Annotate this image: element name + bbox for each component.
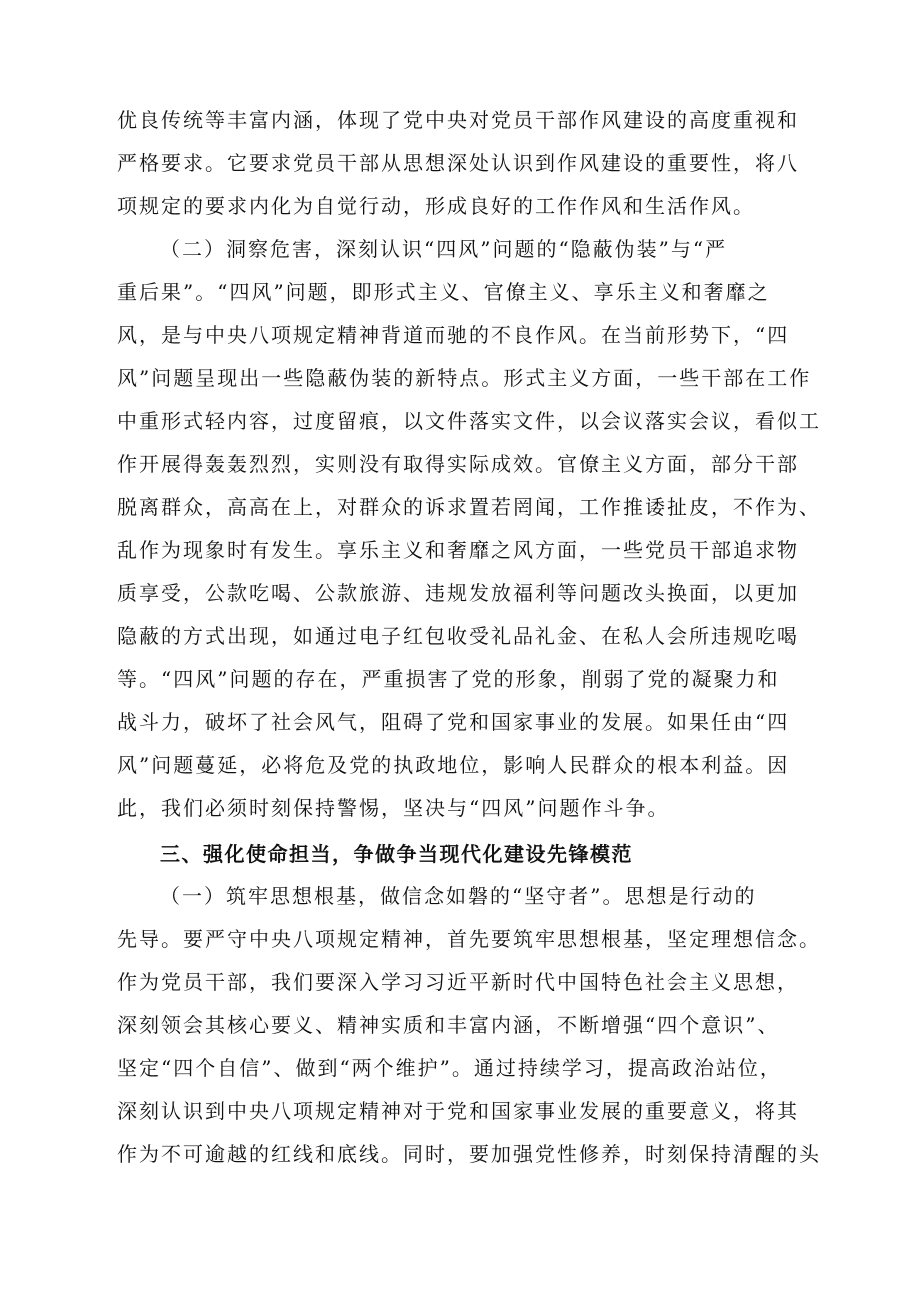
text-line: 风”问题呈现出一些隐蔽伪装的新特点。形式主义方面，一些干部在工作	[117, 366, 812, 390]
text-line: 风”问题蔓延，必将危及党的执政地位，影响人民群众的根本利益。因	[117, 753, 790, 777]
section-heading: 三、强化使命担当，争做争当现代化建设先锋模范	[160, 842, 633, 866]
section-subheading-line: （二）洞察危害，深刻认识“四风”问题的“隐蔽伪装”与“严	[160, 237, 728, 261]
section-subheading-line: （一）筑牢思想根基，做信念如磐的“坚守者”。思想是行动的	[160, 884, 757, 908]
text-line: 作开展得轰轰烈烈，实则没有取得实际成效。官僚主义方面，部分干部	[117, 452, 799, 476]
text-line: 此，我们必须时刻保持警惕，坚决与“四风”问题作斗争。	[117, 796, 670, 820]
text-line: 等。“四风”问题的存在，严重损害了党的形象，削弱了党的凝聚力和	[117, 667, 780, 691]
text-line: 先导。要严守中央八项规定精神，首先要筑牢思想根基，坚定理想信念。	[117, 927, 821, 951]
text-line: 质享受，公款吃喝、公款旅游、违规发放福利等问题改头换面，以更加	[117, 581, 799, 605]
text-line: 项规定的要求内化为自觉行动，形成良好的工作作风和生活作风。	[117, 194, 755, 218]
text-line: 风，是与中央八项规定精神背道而驰的不良作风。在当前形势下，“四	[117, 323, 790, 347]
text-line: 深刻领会其核心要义、精神实质和丰富内涵，不断增强“四个意识”、	[117, 1013, 780, 1037]
text-line: 作为不可逾越的红线和底线。同时，要加强党性修养，时刻保持清醒的头	[117, 1142, 821, 1166]
text-line: 优良传统等丰富内涵，体现了党中央对党员干部作风建设的高度重视和	[117, 108, 799, 132]
text-line: 严格要求。它要求党员干部从思想深处认识到作风建设的重要性，将八	[117, 151, 799, 175]
text-line: 战斗力，破坏了社会风气，阻碍了党和国家事业的发展。如果任由“四	[117, 710, 790, 734]
text-line: 坚定“四个自信”、做到“两个维护”。通过持续学习，提高政治站位，	[117, 1056, 782, 1080]
text-line: 中重形式轻内容，过度留痕，以文件落实文件，以会议落实会议，看似工	[117, 409, 821, 433]
text-line: 深刻认识到中央八项规定精神对于党和国家事业发展的重要意义，将其	[117, 1099, 799, 1123]
text-line: 乱作为现象时有发生。享乐主义和奢靡之风方面，一些党员干部追求物	[117, 538, 799, 562]
text-line: 重后果”。“四风”问题，即形式主义、官僚主义、享乐主义和奢靡之	[117, 280, 770, 304]
text-line: 脱离群众，高高在上，对群众的诉求置若罔闻，工作推诿扯皮，不作为、	[117, 495, 821, 519]
text-line: 隐蔽的方式出现，如通过电子红包收受礼品礼金、在私人会所违规吃喝	[117, 624, 799, 648]
text-line: 作为党员干部，我们要深入学习习近平新时代中国特色社会主义思想，	[117, 970, 799, 994]
